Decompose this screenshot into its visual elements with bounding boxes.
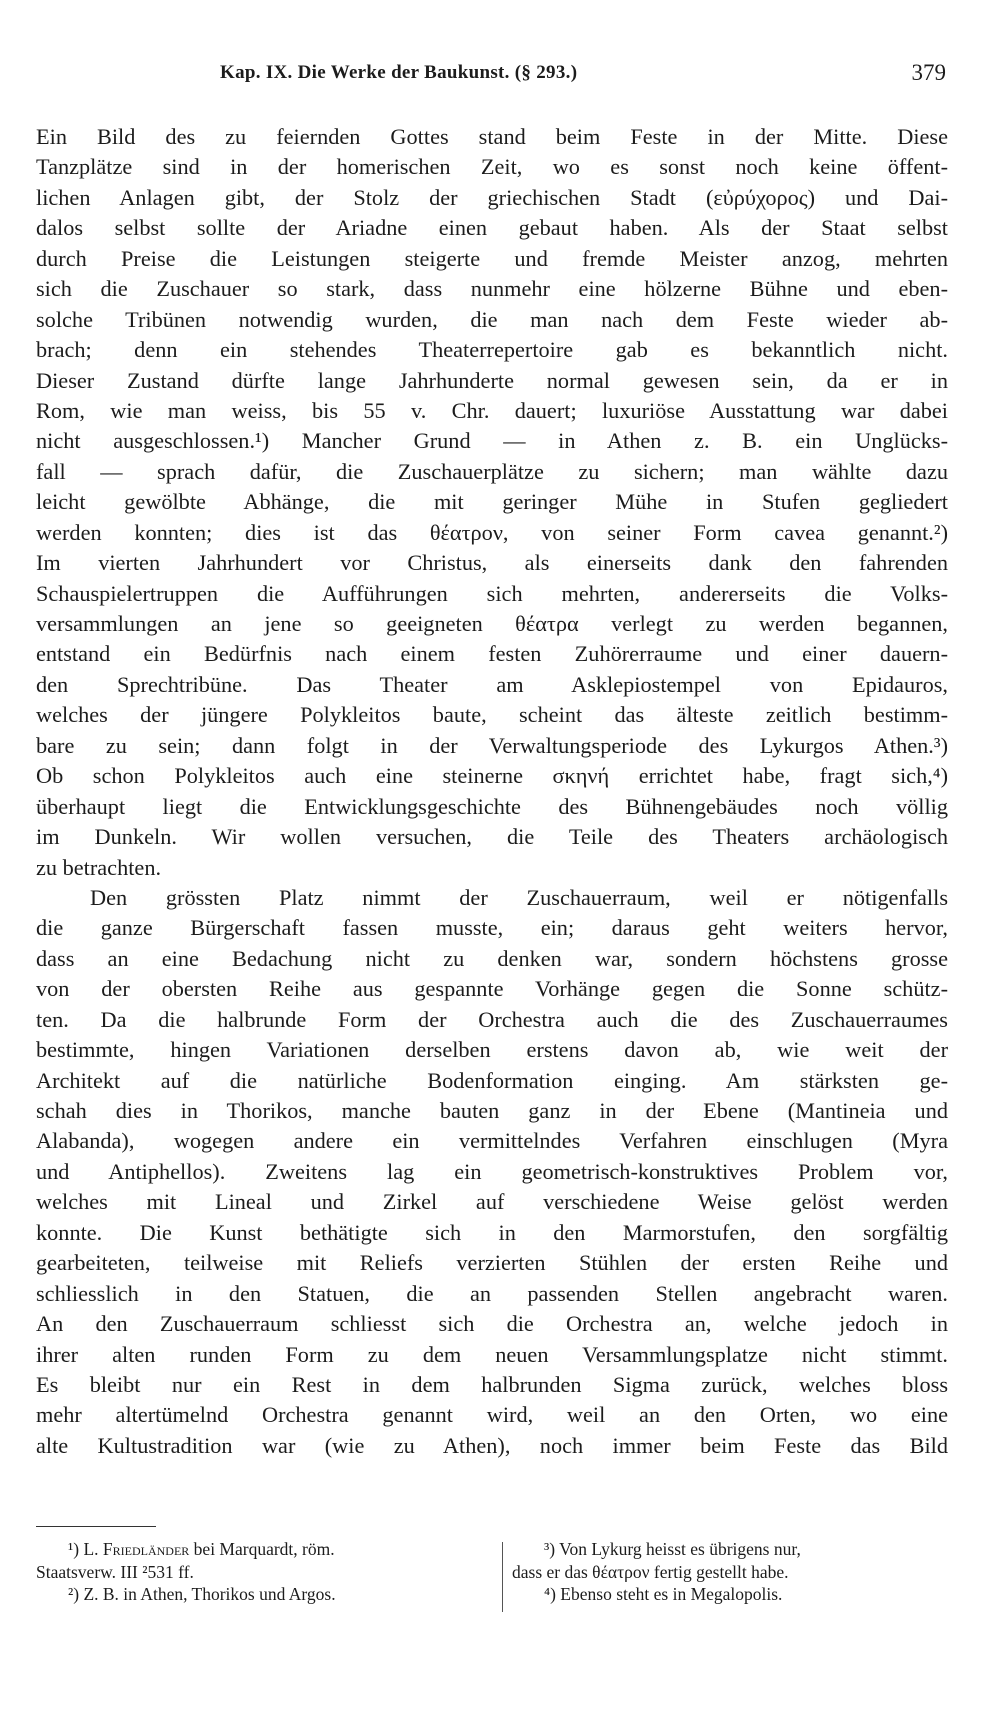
text-line: Den grössten Platz nimmt der Zuschauerraum, weil er nötigenfalls [90,884,948,910]
footnote-1-continuation: Staatsverw. III ²531 ff. [36,1561,194,1582]
text-line: entstand ein Bedürfnis nach einem festen Zuhörerraume und einer dauern- [36,641,948,667]
running-title: Kap. IX. Die Werke der Baukunst. (§ 293.) [220,62,578,83]
text-line: werden konnten; dies ist das θέατρον, von seiner Form cavea genannt.²) [36,519,948,545]
text-line: Ob schon Polykleitos auch eine steinerne σκηνή errichtet habe, fragt sich,⁴) [36,763,948,789]
footnotes-left-column [36,1538,496,1606]
text-line: dalos selbst sollte der Ariadne einen gebaut haben. Als der Staat selbst [36,215,948,241]
text-line: Architekt auf die natürliche Bodenformation einging. Am stärksten ge- [36,1067,948,1093]
text-line: sich die Zuschauer so stark, dass nunmehr eine hölzerne Bühne und eben- [36,276,948,302]
text-line: den Sprechtribüne. Das Theater am Asklepiostempel von Epidauros, [36,671,948,697]
text-line: im Dunkeln. Wir wollen versuchen, die Teile des Theaters archäologisch [36,824,948,850]
body-text [36,122,948,1461]
text-line: Dieser Zustand dürfte lange Jahrhunderte normal gewesen sein, da er in [36,367,948,393]
text-line: Tanzplätze sind in der homerischen Zeit, wo es sonst noch keine öffent- [36,154,948,180]
text-line: dass an eine Bedachung nicht zu denken war, sondern höchstens grosse [36,945,948,971]
text-line: schah dies in Thorikos, manche bauten ganz in der Ebene (Mantineia und [36,1098,948,1123]
text-line: alte Kultustradition war (wie zu Athen), noch immer beim Feste das Bild [36,1432,948,1458]
text-line: Alabanda), wogegen andere ein vermittelndes Verfahren einschlugen (Myra [36,1128,948,1154]
footnote-1-author: Friedländer [102,1539,190,1559]
text-line: nicht ausgeschlossen.¹) Mancher Grund — in Athen z. B. ein Unglücks- [36,428,948,454]
text-line: durch Preise die Leistungen steigerte und fremde Meister anzog, mehrten [36,245,948,271]
footnote-2: ²) Z. B. in Athen, Thorikos und Argos. [68,1584,336,1604]
text-line: zu betrachten. [36,854,162,880]
text-line: und Antiphellos). Zweitens lag ein geometrisch-konstruktives Problem vor, [36,1158,948,1184]
text-line: von der obersten Reihe aus gespannte Vorhänge gegen die Sonne schütz- [36,976,948,1002]
text-line: bestimmte, hingen Variationen derselben erstens davon ab, wie weit der [36,1037,948,1063]
text-line: brach; denn ein stehendes Theaterrepertoire gab es bekanntlich nicht. [36,337,948,363]
footnote-1 [36,1538,496,1561]
text-line: versammlungen an jene so geeigneten θέατρα verlegt zu werden begannen, [36,611,948,636]
text-line: Ein Bild des zu feiernden Gottes stand beim Feste in der Mitte. Diese [36,124,948,149]
page-number: 379 [911,60,946,85]
text-line: leicht gewölbte Abhänge, die mit geringer Mühe in Stufen gegliedert [36,489,948,515]
text-line: fall — sprach dafür, die Zuschauerplätze zu sichern; man wählte dazu [36,458,948,484]
text-line: An den Zuschauerraum schliesst sich die Orchestra an, welche jedoch in [36,1311,948,1337]
footnote-1-text: bei Marquardt, röm. [193,1539,335,1559]
text-line: mehr altertümelnd Orchestra genannt wird, weil an den Orten, wo eine [36,1402,948,1428]
footnote-4: ⁴) Ebenso steht es in Megalopolis. [544,1584,783,1604]
text-line: konnte. Die Kunst bethätigte sich in den Marmorstufen, den sorgfältig [36,1219,948,1245]
text-line: ihrer alten runden Form zu dem neuen Versammlungsplatze nicht stimmt. [36,1341,948,1367]
text-line: solche Tribünen notwendig wurden, die man nach dem Feste wieder ab- [36,306,948,332]
running-head [36,62,946,94]
text-line: welches der jüngere Polykleitos baute, scheint das älteste zeitlich bestimm- [36,702,948,728]
text-line: ten. Da die halbrunde Form der Orchestra auch die des Zuschauerraumes [36,1006,948,1032]
text-line: die ganze Bürgerschaft fassen musste, ein; daraus geht weiters hervor, [36,915,948,941]
footnote-3: ³) Von Lykurg heisst es übrigens nur, [544,1539,801,1559]
text-line: Rom, wie man weiss, bis 55 v. Chr. dauert; luxuriöse Ausstattung war dabei [36,397,948,423]
footnotes-right-column [512,1538,948,1606]
footnote-3-continuation: dass er das θέατρον fertig gestellt habe. [512,1561,789,1582]
text-line: welches mit Lineal und Zirkel auf verschiedene Weise gelöst werden [36,1189,948,1215]
text-line: schliesslich in den Statuen, die an passenden Stellen angebracht waren. [36,1280,948,1306]
text-line: Im vierten Jahrhundert vor Christus, als einerseits dank den fahrenden [36,550,948,576]
text-line: bare zu sein; dann folgt in der Verwaltungsperiode des Lykurgos Athen.³) [36,732,948,758]
footnote-rule [36,1526,156,1527]
text-line: gearbeiteten, teilweise mit Reliefs verzierten Stühlen der ersten Reihe und [36,1250,948,1276]
text-line: Es bleibt nur ein Rest in dem halbrunden Sigma zurück, welches bloss [36,1371,948,1397]
text-line: lichen Anlagen gibt, der Stolz der griechischen Stadt (εὐρύχορος) und Dai- [36,184,948,210]
footnote-column-divider [502,1542,503,1612]
text-line: überhaupt liegt die Entwicklungsgeschichte des Bühnengebäudes noch völlig [36,793,948,819]
text-line: Schauspielertruppen die Aufführungen sich mehrten, andererseits die Volks- [36,580,948,606]
footnote-1-marker: ¹) L. [68,1539,99,1559]
